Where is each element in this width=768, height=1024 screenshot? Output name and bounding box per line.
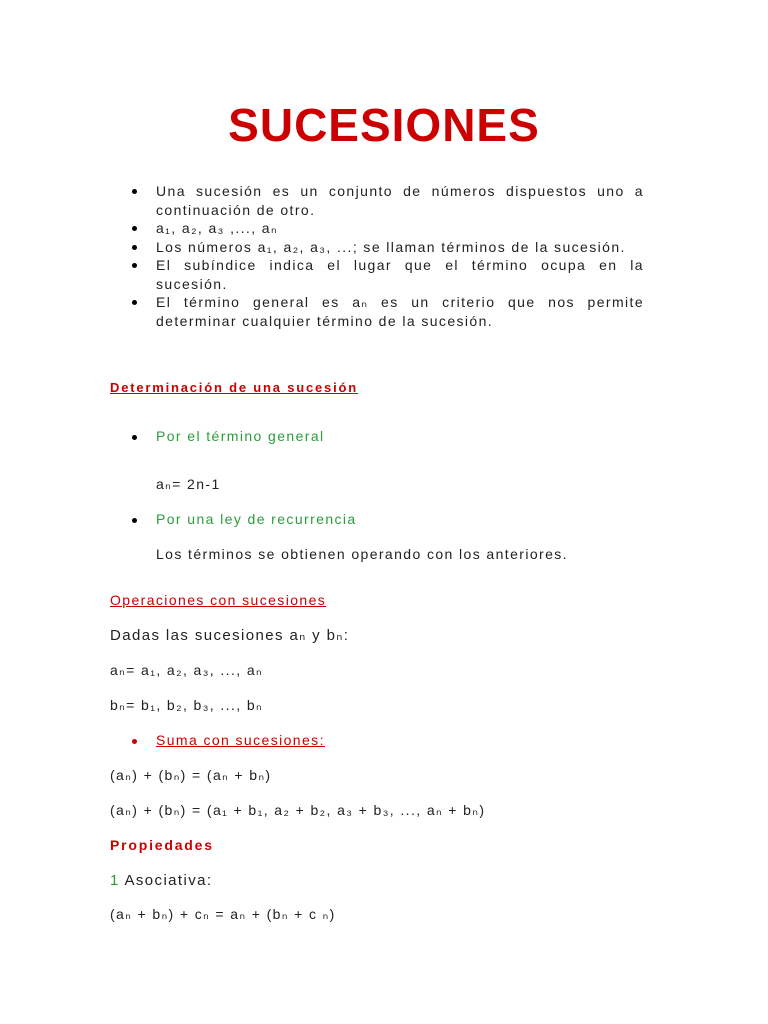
recurrencia-description: Los términos se obtienen operando con los anteriores.: [156, 546, 568, 562]
suma-formula-2: (aₙ) + (bₙ) = (a₁ + b₁, a₂ + b₂, a₃ + b₃, ..., aₙ + bₙ): [110, 802, 486, 818]
bullet-label: Por una ley de recurrencia: [156, 511, 357, 527]
page-title: SUCESIONES: [228, 99, 540, 151]
section-heading-determinacion: Determinación de una sucesión: [110, 380, 358, 395]
bullet-termino-general: [156, 428, 325, 444]
bullet-label: Por el término general: [156, 428, 325, 444]
operaciones-intro: Dadas las sucesiones aₙ y bₙ:: [110, 627, 350, 644]
list-item: Los números a₁, a₂, a₃, ...; se llaman términos de la sucesión.: [130, 238, 644, 257]
list-item: El término general es aₙ es un criterio que nos permite determinar cualquier término de la sucesión.: [130, 293, 644, 330]
bullet-icon: [132, 518, 137, 523]
list-item: a₁, a₂, a₃ ,..., aₙ: [130, 219, 644, 238]
list-item: Una sucesión es un conjunto de números dispuestos uno a continuación de otro.: [130, 182, 644, 219]
section-heading-operaciones[interactable]: Operaciones con sucesiones: [110, 592, 327, 608]
propiedades-heading: Propiedades: [110, 837, 214, 853]
bullet-icon: [132, 435, 137, 440]
bullet-ley-recurrencia: [156, 511, 357, 527]
intro-list: [130, 182, 644, 330]
propiedad-asociativa: [110, 872, 212, 889]
propiedad-number: 1: [110, 872, 120, 889]
sequence-a-line: aₙ= a₁, a₂, a₃, ..., aₙ: [110, 662, 263, 678]
propiedad-label: Asociativa:: [124, 872, 213, 889]
bullet-suma: [156, 732, 325, 748]
formula-termino-general: aₙ= 2n-1: [156, 476, 221, 492]
sequence-b-line: bₙ= b₁, b₂, b₃, ..., bₙ: [110, 697, 263, 713]
suma-link[interactable]: Suma con sucesiones:: [156, 732, 325, 748]
list-item: El subíndice indica el lugar que el término ocupa en la sucesión.: [130, 256, 644, 293]
suma-formula-1: (aₙ) + (bₙ) = (aₙ + bₙ): [110, 767, 272, 783]
bullet-icon: [132, 739, 137, 744]
asociativa-formula: (aₙ + bₙ) + cₙ = aₙ + (bₙ + c ₙ): [110, 906, 336, 922]
